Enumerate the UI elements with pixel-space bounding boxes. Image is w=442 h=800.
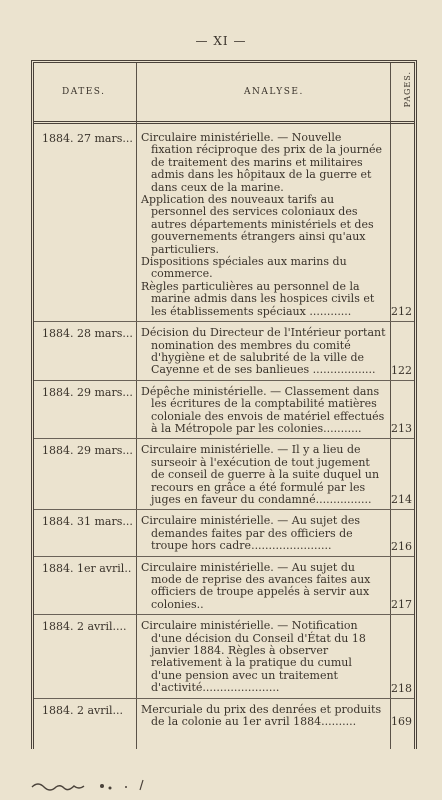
analysis-paragraph: Circulaire ministérielle. — Notification d'une décision du Conseil d'État du 18 janvier 1884. Règles à observer relativement à la pratique du cumul d'une pension avec un traitement d'activité...................... (141, 619, 366, 695)
analysis-paragraph: Mercuriale du prix des denrées et produits de la colonie au 1er avril 1884.......... (141, 702, 382, 729)
entry-analysis (136, 130, 390, 318)
entry-date: 1884. 28 mars... (42, 327, 133, 341)
entry-date: 1884. 27 mars... (42, 132, 133, 145)
analysis-paragraph: Décision du Directeur de l'Intérieur portant nomination des membres du comité d'hygiène et de salubrité de la ville de Cayenne et de ses banlieues .................. (141, 326, 386, 377)
entry-date: 1884. 29 mars... (42, 385, 133, 399)
page-number-ref: 214 (391, 493, 412, 507)
entry-page (390, 513, 414, 552)
entry-row (34, 615, 414, 698)
entry-analysis (136, 384, 390, 436)
page-number-ref: 217 (391, 598, 412, 612)
entries-list (34, 127, 414, 731)
entry-date: 1884. 31 mars... (42, 515, 133, 529)
entry-page (390, 618, 414, 694)
entry-row (34, 699, 414, 732)
header-dates: DATES. (62, 87, 106, 97)
header-analyse: ANALYSE. (244, 87, 304, 97)
page-number-ref: 213 (391, 422, 412, 436)
ink-smudge (30, 778, 160, 792)
analysis-paragraph: Dépêche ministérielle. — Classement dans les écritures de la comptabilité matières coloniale des envois de matériel effectués à la Métropole par les colonies........... (141, 384, 385, 435)
analysis-paragraph: Circulaire ministérielle. — Il y a lieu de surseoir à l'exécution de tout jugement de conseil de guerre à la suite duquel un recours en grâce a été formulé par les juges en faveur du condamné................ (141, 443, 380, 506)
entry-row (34, 557, 414, 616)
entry-row (34, 127, 414, 322)
analysis-paragraph: Règles particulières au personnel de la marine admis dans les hospices civils et les établissements spéciaux ............ (141, 279, 375, 318)
entry-date: 1884. 2 avril... (42, 703, 124, 717)
entry-analysis (136, 442, 390, 506)
entry-row (34, 322, 414, 381)
analysis-paragraph: Dispositions spéciales aux marins du commerce. (141, 255, 347, 281)
entry-analysis (136, 702, 390, 729)
entry-analysis (136, 325, 390, 377)
entry-analysis (136, 513, 390, 552)
entry-row (34, 381, 414, 440)
page-number: — XI — (195, 34, 247, 48)
header-pages: PAGES. (403, 71, 412, 108)
entry-page (390, 384, 414, 436)
entry-analysis (136, 560, 390, 612)
entry-page (390, 442, 414, 506)
analysis-paragraph: Application des nouveaux tarifs au personnel des services coloniaux des autres départements ministériels et des gouvernements étrangers ainsi qu'aux particuliers. (141, 193, 374, 256)
table-header (34, 63, 414, 124)
entry-analysis (136, 618, 390, 694)
entry-date: 1884. 2 avril.... (42, 620, 127, 634)
entry-page (390, 702, 414, 729)
entry-page (390, 325, 414, 377)
analysis-paragraph: Circulaire ministérielle. — Au sujet des demandes faites par des officiers de troupe hors cadre....................... (141, 514, 361, 553)
entry-row (34, 439, 414, 510)
page-number-ref: 169 (391, 715, 412, 729)
page-number-ref: 218 (391, 681, 412, 695)
page-number-ref: 216 (391, 539, 412, 553)
page-number-ref: 122 (391, 363, 412, 377)
entry-date: 1884. 1er avril.. (42, 561, 132, 575)
table-frame (31, 60, 417, 749)
entry-row (34, 510, 414, 556)
page-number-ref: 212 (391, 305, 412, 319)
entry-page (390, 560, 414, 612)
entry-date: 1884. 29 mars... (42, 444, 133, 458)
analysis-paragraph: Circulaire ministérielle. — Nouvelle fixation réciproque des prix de la journée de traitement des marins et militaires admis dans les hôpitaux de la guerre et dans ceux de la marine. (141, 131, 383, 194)
entry-page (390, 130, 414, 318)
analysis-paragraph: Circulaire ministérielle. — Au sujet du mode de reprise des avances faites aux officiers de troupe appelés à servir aux colonies.. (141, 560, 371, 611)
